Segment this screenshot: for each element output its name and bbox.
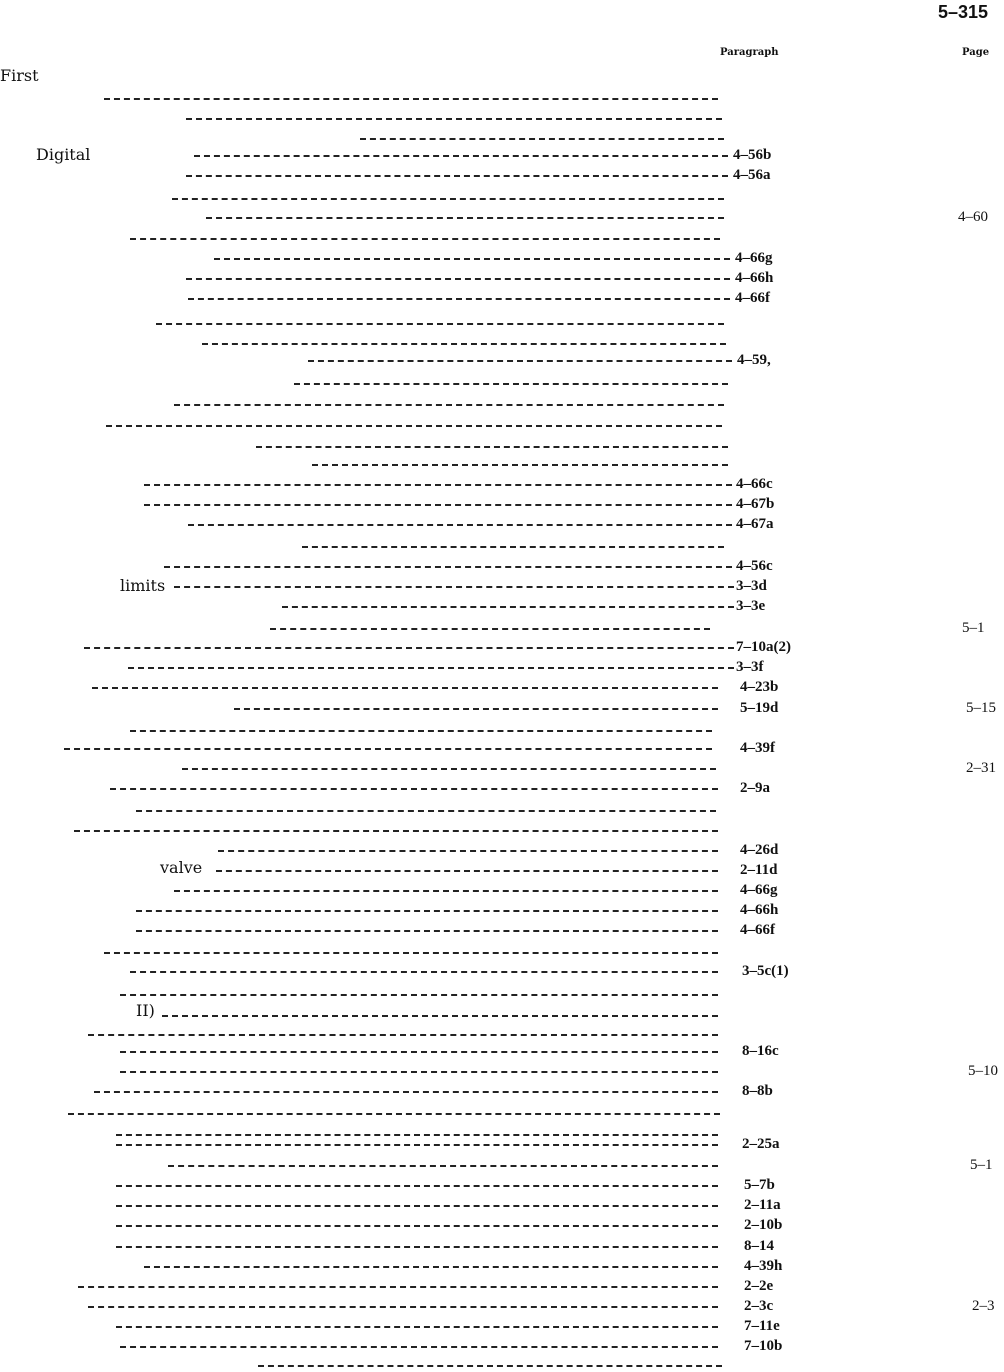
dot-leader [202, 343, 726, 345]
dot-leader [256, 446, 728, 448]
dot-leader [172, 198, 724, 200]
dot-leader [186, 278, 730, 280]
dot-leader [174, 890, 718, 892]
paragraph-reference: 2–25a [742, 1136, 780, 1152]
paragraph-reference: 4–39h [744, 1258, 783, 1274]
dot-leader [88, 1306, 718, 1308]
dot-leader [182, 768, 716, 770]
dot-leader [116, 1225, 718, 1227]
dot-leader [128, 667, 734, 669]
page-column-header: Page [962, 47, 990, 58]
dot-leader [78, 1286, 718, 1288]
dot-leader [116, 1205, 718, 1207]
dot-leader [312, 464, 728, 466]
dot-leader [144, 1266, 718, 1268]
index-label-ii: II) [136, 1001, 155, 1020]
dot-leader [214, 258, 730, 260]
paragraph-reference: 4–66h [735, 270, 774, 286]
dot-leader [308, 360, 732, 362]
paragraph-reference: 3–3d [736, 578, 767, 594]
paragraph-reference: 2–2e [744, 1278, 774, 1294]
dot-leader [360, 138, 724, 140]
index-label-limits: limits [120, 576, 166, 595]
page-reference: 5–1 [970, 1157, 993, 1173]
dot-leader [116, 1246, 718, 1248]
dot-leader [282, 606, 734, 608]
paragraph-reference: 8–14 [744, 1238, 774, 1254]
paragraph-reference: 4–66c [736, 476, 773, 492]
dot-leader [92, 687, 718, 689]
paragraph-reference: 7–10a(2) [736, 639, 791, 655]
page-reference: 2–31 [966, 760, 996, 776]
dot-leader [294, 383, 728, 385]
index-label-valve: valve [160, 858, 203, 877]
paragraph-reference: 2–9a [740, 780, 770, 796]
dot-leader [188, 298, 730, 300]
paragraph-reference: 3–3f [736, 659, 764, 675]
dot-leader [116, 1144, 718, 1146]
dot-leader [130, 971, 718, 973]
dot-leader [188, 524, 732, 526]
paragraph-reference: 3–3e [736, 598, 766, 614]
paragraph-reference: 4–66h [740, 902, 779, 918]
paragraph-reference: 4–66f [740, 922, 775, 938]
dot-leader [258, 1365, 722, 1367]
paragraph-reference: 5–19d [740, 700, 779, 716]
paragraph-reference: 4–39f [740, 740, 775, 756]
page-reference: 5–1 [962, 620, 985, 636]
paragraph-reference: 7–11e [744, 1318, 780, 1334]
dot-leader [104, 98, 718, 100]
paragraph-column-header: Paragraph [720, 47, 779, 58]
page-number: 5–315 [938, 2, 989, 22]
dot-leader [216, 870, 718, 872]
paragraph-reference: 4–66g [735, 250, 773, 266]
dot-leader [116, 1185, 718, 1187]
dot-leader [270, 628, 710, 630]
page-reference: 4–60 [958, 209, 988, 225]
dot-leader [144, 504, 732, 506]
dot-leader [68, 1113, 720, 1115]
paragraph-reference: 4–26d [740, 842, 779, 858]
dot-leader [136, 910, 718, 912]
dot-leader [116, 1134, 718, 1136]
page-reference: 2–3 [972, 1298, 995, 1314]
dot-leader [120, 1071, 718, 1073]
paragraph-reference: 4–59, [737, 352, 771, 368]
dot-leader [94, 1091, 718, 1093]
dot-leader [84, 647, 734, 649]
dot-leader [302, 546, 724, 548]
dot-leader [144, 484, 732, 486]
dot-leader [120, 1051, 718, 1053]
dot-leader [116, 1326, 718, 1328]
dot-leader [74, 830, 718, 832]
dot-leader [120, 994, 718, 996]
paragraph-reference: 8–8b [742, 1083, 773, 1099]
paragraph-reference: 2–3c [744, 1298, 774, 1314]
dot-leader [120, 1346, 718, 1348]
dot-leader [136, 930, 718, 932]
paragraph-reference: 2–11a [744, 1197, 781, 1213]
dot-leader [104, 952, 718, 954]
paragraph-reference: 4–66f [735, 290, 770, 306]
dot-leader [110, 788, 718, 790]
paragraph-reference: 7–10b [744, 1338, 783, 1354]
paragraph-reference: 2–10b [744, 1217, 783, 1233]
page-reference: 5–15 [966, 700, 996, 716]
dot-leader [186, 118, 722, 120]
dot-leader [156, 323, 724, 325]
index-label-first: First [0, 66, 39, 85]
dot-leader [174, 404, 724, 406]
paragraph-reference: 4–56c [736, 558, 773, 574]
dot-leader [234, 708, 718, 710]
dot-leader [186, 175, 728, 177]
dot-leader [106, 425, 722, 427]
dot-leader [136, 810, 716, 812]
dot-leader [206, 217, 724, 219]
dot-leader [174, 586, 734, 588]
page-reference: 5–10 [968, 1063, 998, 1079]
dot-leader [162, 1015, 718, 1017]
dot-leader [88, 1034, 718, 1036]
paragraph-reference: 4–66g [740, 882, 778, 898]
paragraph-reference: 8–16c [742, 1043, 779, 1059]
dot-leader [164, 566, 732, 568]
paragraph-reference: 4–67a [736, 516, 774, 532]
paragraph-reference: 5–7b [744, 1177, 775, 1193]
paragraph-reference: 4–56a [733, 167, 771, 183]
dot-leader [64, 748, 712, 750]
paragraph-reference: 2–11d [740, 862, 778, 878]
paragraph-reference: 3–5c(1) [742, 963, 789, 979]
paragraph-reference: 4–23b [740, 679, 779, 695]
dot-leader [130, 730, 712, 732]
paragraph-reference: 4–67b [736, 496, 775, 512]
dot-leader [130, 238, 720, 240]
index-label-digital: Digital [36, 145, 91, 164]
dot-leader [218, 850, 718, 852]
dot-leader [194, 155, 728, 157]
paragraph-reference: 4–56b [733, 147, 772, 163]
dot-leader [168, 1165, 718, 1167]
